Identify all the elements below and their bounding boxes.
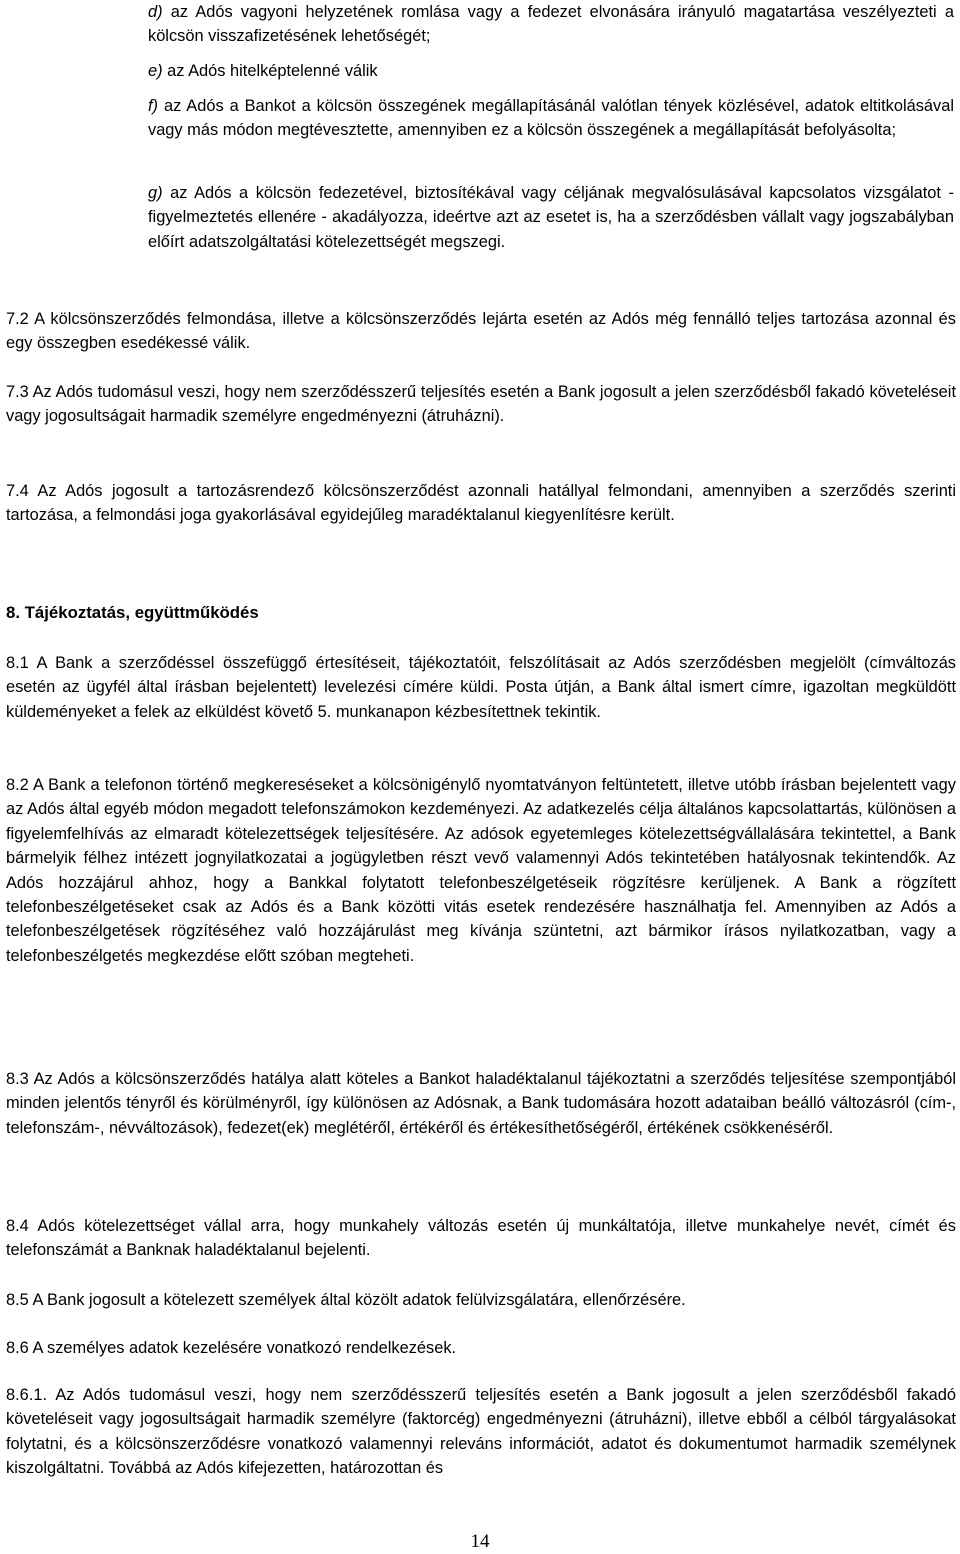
- clause-7-3: [6, 380, 956, 429]
- clause-7-2: [6, 307, 956, 356]
- clause-8-3-text: Az Adós a kölcsönszerződés hatálya alatt köteles a Bankot haladéktalanul tájékoztatni a szerződés teljesítése szempontjából minden jelentős tényről és körülményről, így különösen az Adósnak, a Bank tudomására hozott adataiban beálló változásról (cím-, telefonszám-, névváltozások), fedezet(ek) meglétéről, értékéről és értékesíthetőségéről, értékének csökkenéséről.: [6, 1070, 956, 1137]
- clause-8-1-number: 8.1: [6, 654, 29, 672]
- item-g-label: g): [148, 184, 163, 202]
- clause-7-2-number: 7.2: [6, 310, 29, 328]
- clause-8-6-1: [6, 1383, 956, 1481]
- item-g: [148, 181, 954, 254]
- clause-8-6: [6, 1336, 956, 1360]
- clause-8-6-text: A személyes adatok kezelésére vonatkozó rendelkezések.: [32, 1339, 457, 1357]
- section-8-heading: 8. Tájékoztatás, együttműködés: [6, 603, 259, 622]
- clause-8-4-number: 8.4: [6, 1217, 29, 1235]
- item-e-text: az Adós hitelképtelenné válik: [167, 62, 378, 80]
- item-g-text: az Adós a kölcsön fedezetével, biztosítékával vagy céljának megvalósulásával kapcsolatos vizsgálatot - figyelmeztetés ellenére - akadályozza, ideértve azt az esetet is, ha a szerződésben vállalt vagy jogszabályban előírt adatszolgáltatási kötelezettségét megszegi.: [148, 184, 954, 251]
- clause-7-3-text: Az Adós tudomásul veszi, hogy nem szerződésszerű teljesítés esetén a Bank jogosult a jelen szerződésből fakadó követeléseit vagy jogosultságait harmadik személyre engedményezni (átruházni).: [6, 383, 956, 426]
- clause-8-1: [6, 651, 956, 724]
- clause-7-4-text: Az Adós jogosult a tartozásrendező kölcsönszerződést azonnali hatállyal felmondani, amennyiben a szerződés szerinti tartozása, a felmondási joga gyakorlásával egyidejűleg maradéktalanul kiegyenlítésre került.: [6, 482, 957, 525]
- clause-7-4-number: 7.4: [6, 482, 29, 500]
- clause-8-6-number: 8.6: [6, 1339, 29, 1357]
- item-f-text: az Adós a Bankot a kölcsön összegének megállapításánál valótlan tények közlésével, adatok eltitkolásával vagy más módon megtévesztette, amennyiben ez a kölcsön összegének a megállapítását befolyásolta;: [148, 97, 954, 140]
- item-d-text: az Adós vagyoni helyzetének romlása vagy a fedezet elvonására irányuló magatartása veszélyezteti a kölcsön visszafizetésének lehetőségét;: [148, 3, 954, 46]
- clause-8-3: [6, 1067, 956, 1140]
- clause-8-6-1-text: Az Adós tudomásul veszi, hogy nem szerződésszerű teljesítés esetén a Bank jogosult a jelen szerződésből fakadó követeléseit vagy jogosultságait harmadik személyre (faktorcég) engedményezni (átruházni), illetve ebből a célból tárgyalásokat folytatni, és a kölcsönszerződésre vonatkozó valamennyi releváns információt, adatot és dokumentumot harmadik személynek kiszolgáltatni. Továbbá az Adós kifejezetten, határozottan és: [6, 1386, 956, 1478]
- clause-8-6-1-number: 8.6.1.: [6, 1386, 48, 1404]
- clause-8-5: [6, 1288, 956, 1312]
- item-d: [148, 0, 954, 49]
- item-f-label: f): [148, 97, 159, 115]
- clause-8-2: [6, 773, 956, 968]
- item-e: [148, 59, 954, 83]
- clause-7-3-number: 7.3: [6, 383, 29, 401]
- clause-7-2-text: A kölcsönszerződés felmondása, illetve a kölcsönszerződés lejárta esetén az Adós még fennálló teljes tartozása azonnal és egy összegben esedékessé válik.: [6, 310, 956, 353]
- item-f: [148, 94, 954, 143]
- item-e-label: e): [148, 62, 163, 80]
- clause-8-4: [6, 1214, 956, 1263]
- clause-8-5-number: 8.5: [6, 1291, 29, 1309]
- clause-8-1-text: A Bank a szerződéssel összefüggő értesítéseit, tájékoztatóit, felszólításait az Adós szerződésben megjelölt (címváltozás esetén az ügyfél által írásban bejelentett) levelezési címére küldi. Posta útján, a Bank által ismert címre, igazoltan megküldött küldeményeket a felek az elküldést követő 5. munkanapon kézbesítettnek tekintik.: [6, 654, 957, 721]
- clause-8-5-text: A Bank jogosult a kötelezett személyek által közölt adatok felülvizsgálatára, ellenőrzésére.: [32, 1291, 686, 1309]
- item-d-label: d): [148, 3, 163, 21]
- clause-8-2-text: A Bank a telefonon történő megkereséseket a kölcsönigénylő nyomtatványon feltüntetett, illetve utóbb írásban bejelentett vagy az Adós által egyéb módon megadott telefonszámokon kezdeményezi. Az adatkezelés célja általános kapcsolattartás, különösen a figyelemfelhívás az elmaradt kötelezettségek teljesítésére. Az adósok egyetemleges kötelezettségvállalására tekintettel, a Bank bármelyik félhez intézett jognyilatkozatai a jogügyletben részt vevő valamennyi Adós tekintetében hatályosnak tekintendők. Az Adós hozzájárul ahhoz, hogy a Bankkal folytatott telefonbeszélgetéseik rögzítésre kerüljenek. A Bank a rögzített telefonbeszélgetéseket csak az Adós és a Bank közötti vitás esetek rendezésére használhatja fel. Amennyiben az Adós a telefonbeszélgetések rögzítéséhez való hozzájárulást meg kívánja szüntetni, azt bármikor írásos nyilatkozatban, vagy a telefonbeszélgetés megkezdése előtt szóban megteheti.: [6, 776, 956, 965]
- clause-7-4: [6, 479, 956, 528]
- page-number: 14: [470, 1531, 490, 1552]
- clause-8-3-number: 8.3: [6, 1070, 29, 1088]
- clause-8-4-text: Adós kötelezettséget vállal arra, hogy munkahely változás esetén új munkáltatója, illetve munkahelye nevét, címét és telefonszámát a Banknak haladéktalanul bejelenti.: [6, 1217, 956, 1260]
- clause-8-2-number: 8.2: [6, 776, 29, 794]
